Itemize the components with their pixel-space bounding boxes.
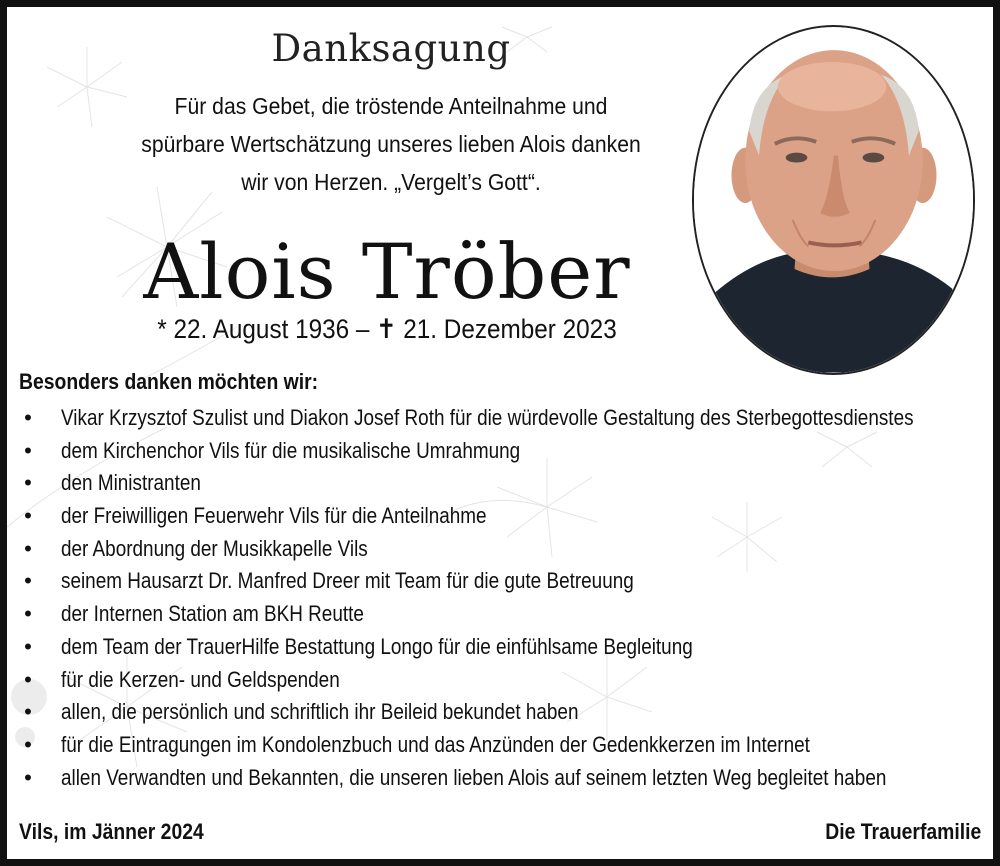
intro-line: spürbare Wertschätzung unseres lieben Alois danken [141,131,641,157]
list-item-text: allen Verwandten und Bekannten, die unseren lieben Alois auf seinem letzten Weg begleitet haben [61,764,887,790]
list-item-text: der Abordnung der Musikkapelle Vils [61,535,368,561]
list-item-text: für die Kerzen- und Geldspenden [61,666,340,692]
bullet: • [24,470,32,496]
deceased-name: Alois Tröber [143,227,631,316]
bullet: • [24,437,32,463]
list-item-text: seinem Hausarzt Dr. Manfred Dreer mit Team für die gute Betreuung [61,568,634,594]
list-item-text: Vikar Krzysztof Szulist und Diakon Josef Roth für die würdevolle Gestaltung des Sterbegottesdienstes [61,405,914,430]
list-item [15,631,1000,664]
intro-text [124,87,658,201]
list-item [15,729,1000,762]
footer-place-date: Vils, im Jänner 2024 [19,819,204,844]
portrait-illustration [694,27,973,373]
portrait-photo [692,25,975,375]
list-item-text: der Internen Station am BKH Reutte [61,601,364,627]
life-dates: * 22. August 1936 – ✝ 21. Dezember 2023 [157,314,617,344]
list-item [15,696,1000,729]
list-item [15,533,1000,566]
list-item [15,402,1000,435]
bullet: • [24,633,32,659]
heading-danksagung: Danksagung [271,27,511,70]
bullet: • [24,699,32,725]
list-item [15,467,1000,500]
list-item [15,664,1000,697]
list-item-text: allen, die persönlich und schriftlich ihr Beileid bekundet haben [61,699,579,725]
bullet: • [24,405,32,430]
thanks-heading: Besonders danken möchten wir: [19,369,319,394]
list-item [15,762,1000,795]
bullet: • [24,731,32,757]
bullet: • [24,764,32,790]
footer-signature: Die Trauerfamilie [824,819,981,844]
list-item [15,565,1000,598]
list-item-text: dem Kirchenchor Vils für die musikalische Umrahmung [61,437,521,463]
intro-line: Für das Gebet, die tröstende Anteilnahme und [174,93,608,119]
list-item [15,500,1000,533]
bullet: • [24,666,32,692]
thanks-list [15,402,1000,794]
list-item-text: der Freiwilligen Feuerwehr Vils für die Anteilnahme [61,503,487,529]
list-item [15,598,1000,631]
bullet: • [24,503,32,529]
bullet: • [24,568,32,594]
bullet: • [24,601,32,627]
bullet: • [24,535,32,561]
list-item-text: den Ministranten [61,470,201,496]
list-item [15,435,1000,468]
list-item-text: für die Eintragungen im Kondolenzbuch und das Anzünden der Gedenkkerzen im Internet [61,731,810,757]
list-item-text: dem Team der TrauerHilfe Bestattung Longo für die einfühlsame Begleitung [61,633,693,659]
intro-line: wir von Herzen. „Vergelt’s Gott“. [241,169,541,195]
